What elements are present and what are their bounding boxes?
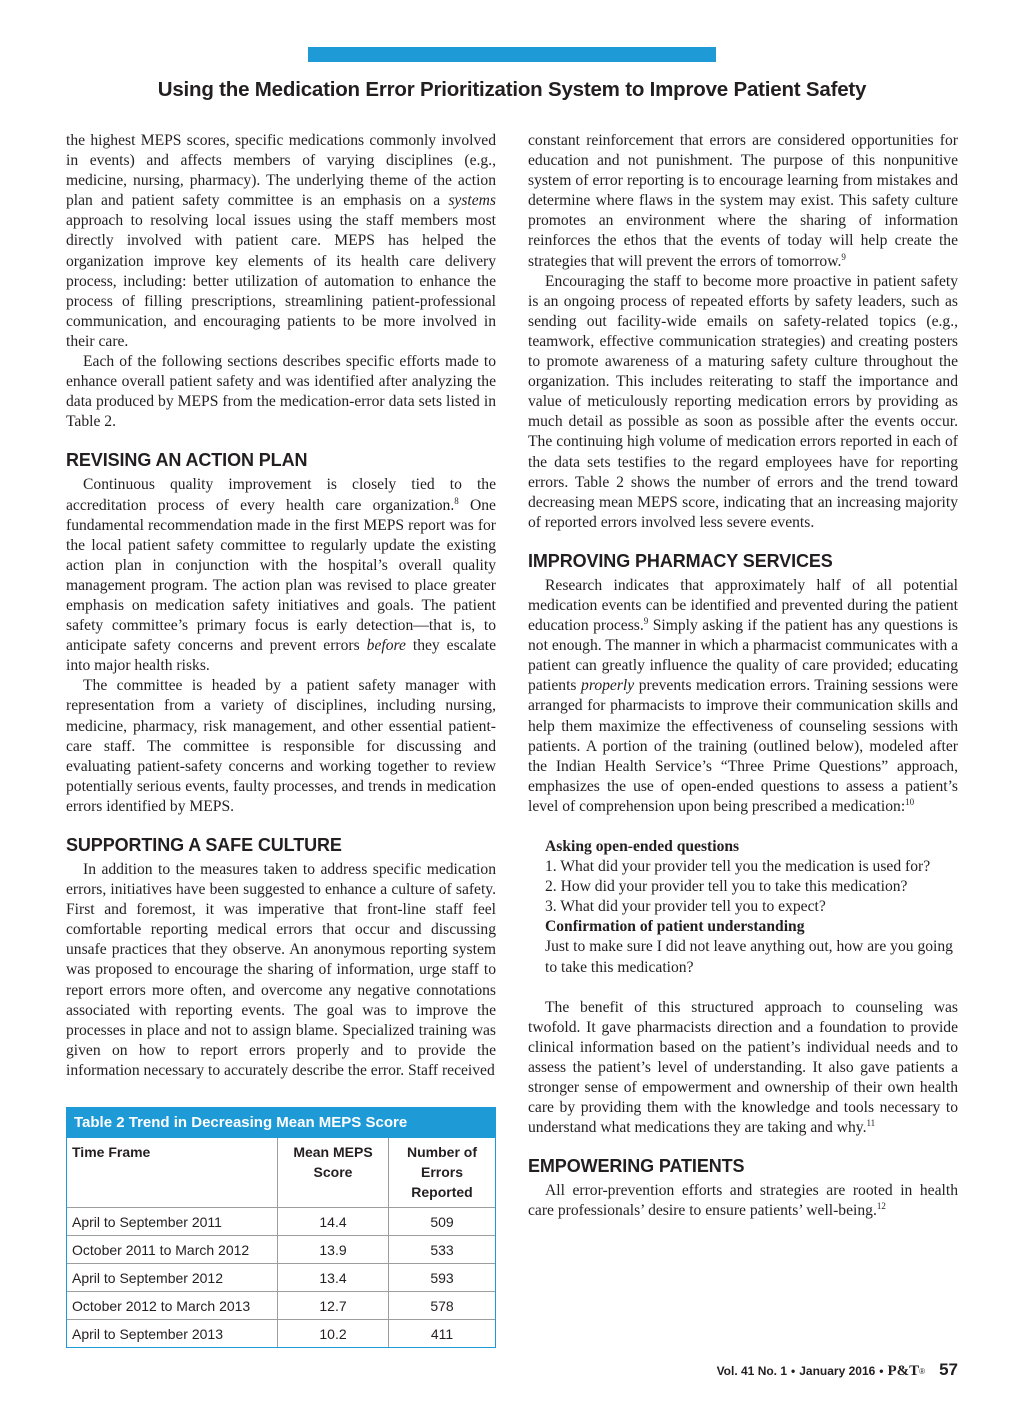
table-2 [66, 1107, 496, 1348]
column-header: Time Frame [67, 1138, 278, 1208]
table-grid [67, 1138, 495, 1347]
left-column [66, 131, 496, 1081]
question-list [545, 837, 958, 978]
header-accent-bar [308, 47, 716, 62]
table-cell: October 2012 to March 2013 [67, 1292, 278, 1320]
section-heading-pharmacy: IMPROVING PHARMACY SERVICES [528, 550, 833, 571]
running-title: Using the Medication Error Prioritization System to Improve Patient Safety [157, 78, 867, 101]
journal-name: P&T [887, 1363, 920, 1379]
paragraph: All error-prevention efforts and strategies are rooted in health care professionals’ desire to ensure patients’ well-being.$^{12}$ [528, 1182, 958, 1220]
page-footer [717, 1360, 958, 1380]
table-header-row [67, 1138, 495, 1208]
reference-mark: 10 [905, 796, 915, 807]
table-cell: 593 [389, 1264, 496, 1292]
column-header: Mean MEPS Score [278, 1138, 389, 1208]
reference-mark: 9 [841, 251, 846, 262]
table-cell: 14.4 [278, 1208, 389, 1236]
footer-separator: • [879, 1364, 884, 1378]
paragraph: constant reinforcement that errors are considered opportunities for education and not punishment. The purpose of this nonpunitive system of error reporting is to encourage learning from mistakes and determine where flaws in the system may exist. This safety culture promotes an environment where the sharing of information reinforces the ethos that the events of today will help create the strategies that will prevent the errors of tomorrow.$^9$ [528, 132, 958, 270]
table-row [67, 1236, 495, 1264]
reference-mark: 11 [866, 1118, 876, 1129]
paragraph: Each of the following sections describes specific efforts made to enhance overall patient safety and was identified after analyzing the data produced by MEPS from the medication-error data sets listed in Table 2. [66, 353, 496, 431]
page-number: 57 [939, 1360, 958, 1379]
reference-mark: 12 [876, 1201, 886, 1212]
question-heading: Confirmation of patient understanding [545, 918, 805, 936]
table-row [67, 1208, 495, 1236]
paragraph: The committee is headed by a patient safety manager with representation from a variety of disciplines, including nursing, medicine, pharmacy, risk management, and other essential patient-care staff. The committee is responsible for discussing and evaluating patient-safety concerns and working together to review potentially serious events, faulty processes, and trends in medication errors identified by MEPS. [66, 677, 496, 815]
paragraph: In addition to the measures taken to address specific medication errors, initiatives have been suggested to enhance a culture of safety. First and foremost, it was imperative that front-line staff feel comfortable reporting medical errors that occur and discussing unsafe practices that they observe. An anonymous reporting system was proposed to encourage the sharing of information, urge staff to report errors more often, and overcome any negative connotations associated with reporting events. The goal was to improve the processes in place and not to assign blame. Specialized training was given on how to report errors properly and to provide the information necessary to accurately describe the error. Staff received [66, 861, 496, 1079]
right-column [528, 131, 958, 1222]
reference-mark: 9 [643, 616, 649, 627]
question-item: 2. How did your provider tell you to take this medication? [545, 878, 908, 896]
section-heading-culture: SUPPORTING A SAFE CULTURE [66, 835, 342, 855]
table-cell: 509 [389, 1208, 496, 1236]
table-cell: April to September 2011 [67, 1208, 278, 1236]
table-caption: Table 2 Trend in Decreasing Mean MEPS Score [67, 1108, 495, 1138]
reference-mark: 8 [454, 495, 459, 506]
paragraph: Encouraging the staff to become more proactive in patient safety is an ongoing process of repeated efforts by safety leaders, such as sending out facility-wide emails on safety-related topics (e.g., teamwork, effective communication strategies) and creating posters to promote awareness of a maturing safety culture throughout the organization. This includes reiterating to staff the importance and value of meticulously reporting medication errors by providing as much detail as possible as soon as possible after the events occur. The continuing high volume of medication errors reported in each of the data sets testifies to the regard employees have for reporting errors. Table 2 shows the number of errors and the trend toward decreasing mean MEPS score, indicating that an increasing majority of reported errors involved less severe events. [528, 272, 958, 531]
table-cell: 12.7 [278, 1292, 389, 1320]
table-cell: April to September 2013 [67, 1320, 278, 1348]
section-heading-empowering: EMPOWERING PATIENTS [528, 1156, 745, 1177]
question-heading: Asking open-ended questions [545, 838, 740, 855]
footer-volume: Vol. 41 No. 1 [716, 1364, 788, 1378]
column-header: Number of Errors Reported [407, 1144, 477, 1200]
question-item: 3. What did your provider tell you to expect? [545, 898, 826, 916]
footer-separator: • [791, 1364, 796, 1378]
table-row [67, 1320, 495, 1348]
paragraph: Research indicates that approximately half of all potential medication events can be identified and prevented during the patient education process.$^9$ Simply asking if the patient has any questions is not enough. The manner in which a pharmacist communicates with a patient can greatly influence the quality of care provided; educating patients properly prevents medication errors. Training sessions were arranged for pharmacists to improve their communication skills and help them maximize the effectiveness of counseling sessions with patients. A portion of the training (outlined below), modeled after the Indian Health Service’s “Three Prime Questions” approach, emphasizes the use of open-ended questions to assess a patient’s level of comprehension upon being prescribed a medication:$^{10}$ [528, 576, 959, 815]
question-item: Just to make sure I did not leave anything out, how are you going to take this medication? [545, 938, 953, 976]
table-cell: 411 [389, 1320, 496, 1348]
table-cell: 13.9 [278, 1236, 389, 1264]
footer-date: January 2016 [799, 1364, 876, 1378]
paragraph: The benefit of this structured approach to counseling was twofold. It gave pharmacists direction and a foundation to provide clinical information based on the patient’s individual needs and to assess the patient’s level of understanding. It also gave patients a stronger sense of empowerment and ownership of their own health care by providing them with the knowledge and tools necessary to understand what medications they are taking and why.$^{11}$ [528, 998, 958, 1137]
table-cell: October 2011 to March 2012 [67, 1236, 278, 1264]
table-row [67, 1292, 495, 1320]
table-cell: 13.4 [278, 1264, 389, 1292]
paragraph: Continuous quality improvement is closely tied to the accreditation process of every health care organization.$^8$ One fundamental recommendation made in the first MEPS report was for the local patient safety committee to regularly update the existing action plan in conjunction with the hospital’s overall quality management program. The action plan was revised to place greater emphasis on medication safety initiatives and goals. The patient safety committee’s primary focus is early detection—that is, to anticipate safety concerns and prevent errors before they escalate into major health risks. [66, 476, 497, 675]
paragraph: the highest MEPS scores, specific medications commonly involved in events) and affects members of varying disciplines (e.g., medicine, nursing, pharmacy). The underlying theme of the action plan and patient safety committee is an emphasis on a systems approach to resolving local issues using the staff members most directly involved with patient care. MEPS has helped the organization improve key elements of its health care delivery process, including: better utilization of automation to enhance the process of filling prescriptions, streamlining patient-professional communication, and encouraging patients to be more involved in their care. [66, 132, 496, 350]
table-cell: 533 [389, 1236, 496, 1264]
table-cell: 578 [389, 1292, 496, 1320]
section-heading-revising: REVISING AN ACTION PLAN [66, 450, 308, 471]
table-cell: 10.2 [278, 1320, 389, 1348]
table-cell: April to September 2012 [67, 1264, 278, 1292]
registered-mark: ® [919, 1367, 926, 1376]
question-item: 1. What did your provider tell you the medication is used for? [545, 858, 931, 876]
table-row [67, 1264, 495, 1292]
